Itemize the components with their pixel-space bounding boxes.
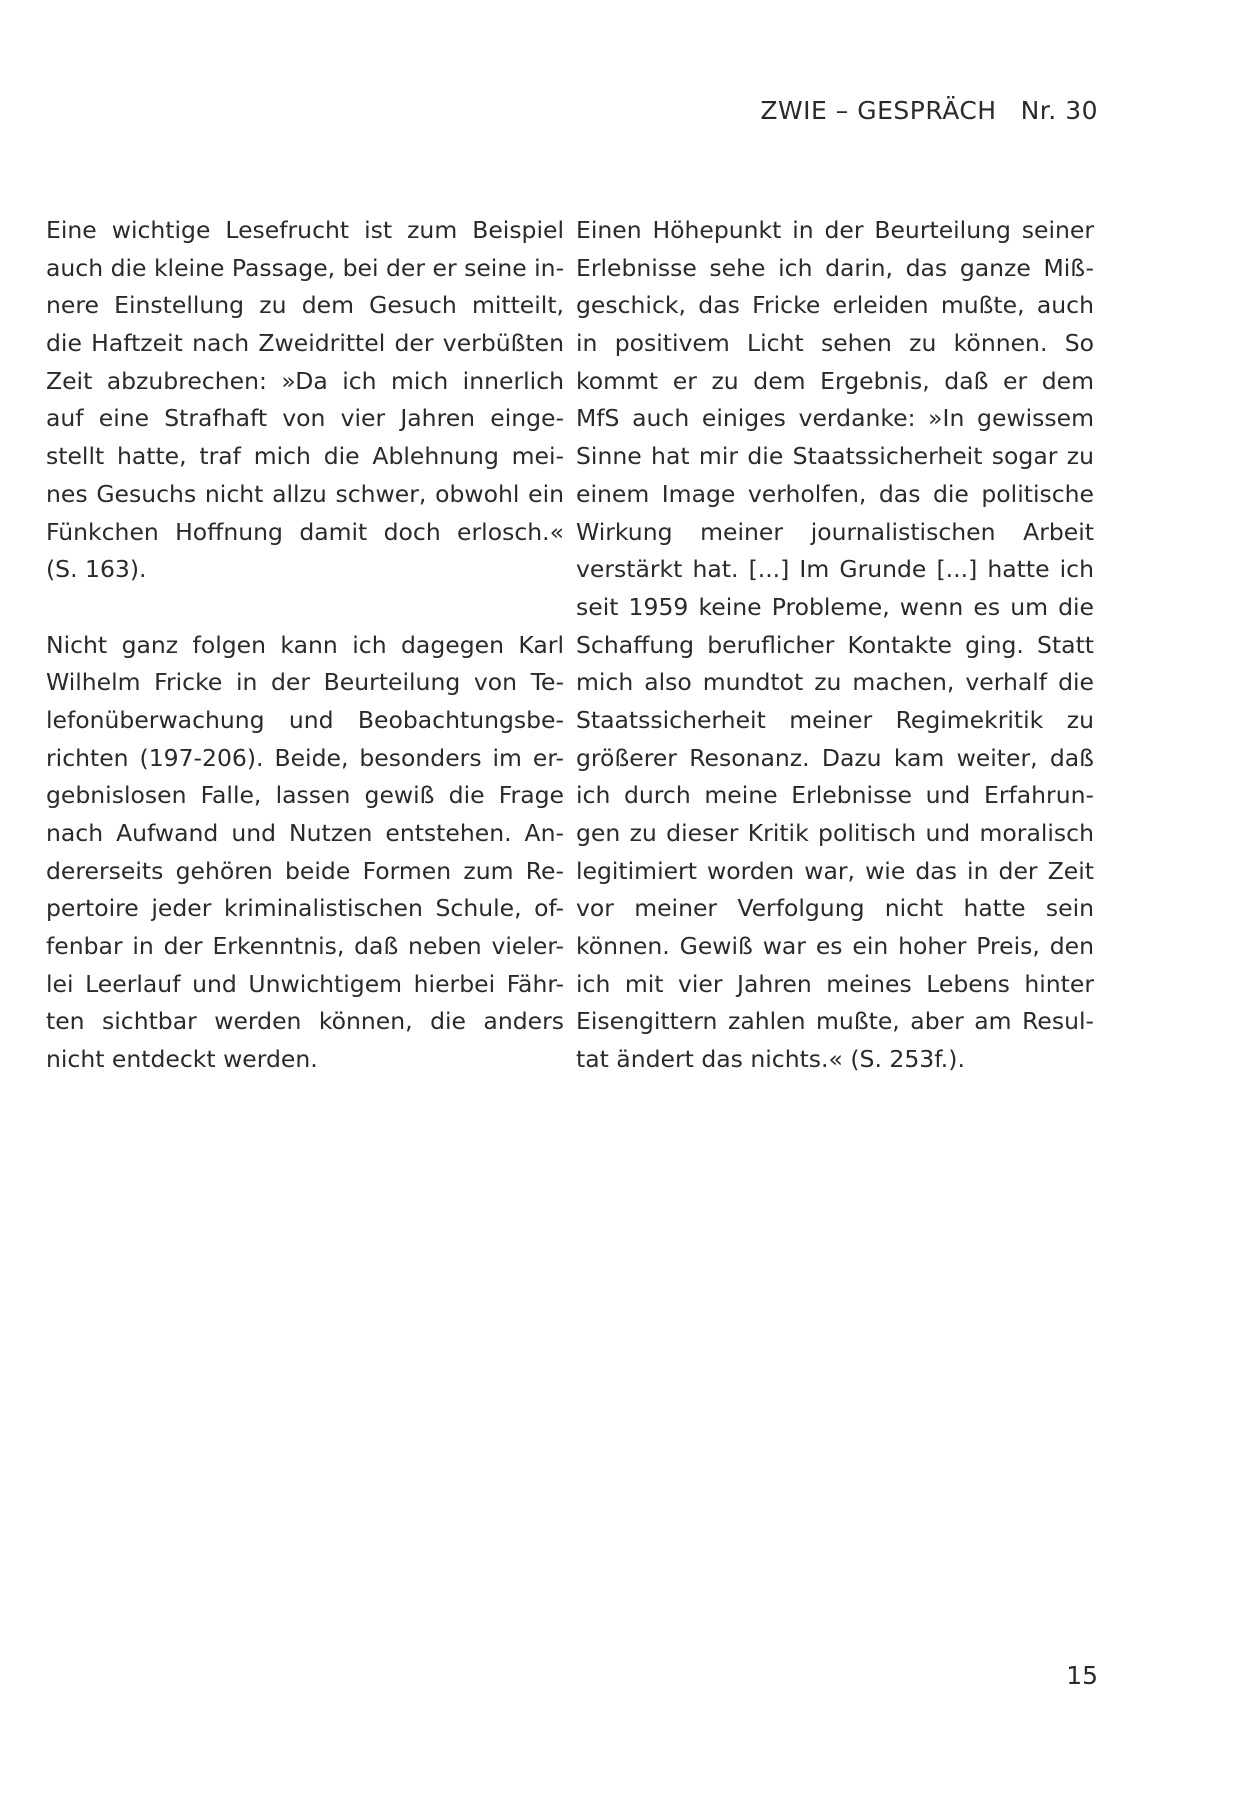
left-paragraph-2	[46, 627, 564, 1079]
text-line: Schaffung beruflicher Kontakte ging. Statt	[576, 630, 1094, 659]
text-line: Nicht ganz folgen kann ich dagegen Karl	[46, 630, 564, 659]
left-text-column	[46, 212, 564, 1079]
text-line: dererseits gehören beide Formen zum Re-	[46, 856, 564, 885]
paragraph-gap	[46, 589, 564, 627]
text-line: Wirkung meiner journalistischen Arbeit	[576, 517, 1094, 546]
text-line: die Haftzeit nach Zweidrittel der verbüßten	[46, 329, 564, 358]
text-line: auf eine Strafhaft von vier Jahren einge-	[46, 404, 564, 433]
text-line: kommt er zu dem Ergebnis, daß er dem	[576, 366, 1094, 395]
text-line: ich mit vier Jahren meines Lebens hinter	[576, 969, 1094, 998]
right-text-column	[576, 212, 1094, 1079]
text-line: Staatssicherheit meiner Regimekritik zu	[576, 705, 1094, 734]
text-line: (S. 163).	[46, 555, 147, 584]
text-line: nicht entdeckt werden.	[46, 1045, 318, 1074]
text-line: mich also mundtot zu machen, verhalf die	[576, 668, 1094, 697]
text-line: MfS auch einiges verdanke: »In gewissem	[576, 404, 1094, 433]
journal-section-title: ZWIE – GESPRÄCH	[760, 96, 997, 125]
text-line: Zeit abzubrechen: »Da ich mich innerlich	[46, 366, 564, 395]
text-line: legitimiert worden war, wie das in der Zeit	[576, 856, 1094, 885]
text-line: stellt hatte, traf mich die Ablehnung mei-	[46, 442, 564, 471]
text-line: größerer Resonanz. Dazu kam weiter, daß	[576, 743, 1094, 772]
text-line: nes Gesuchs nicht allzu schwer, obwohl ein	[46, 479, 564, 508]
text-line: Sinne hat mir die Staatssicherheit sogar zu	[576, 442, 1094, 471]
text-line: ich durch meine Erlebnisse und Erfahrun-	[576, 781, 1094, 810]
text-line: gebnislosen Falle, lassen gewiß die Frage	[46, 781, 564, 810]
text-line: fenbar in der Erkenntnis, daß neben vieler-	[46, 932, 564, 961]
text-line: nere Einstellung zu dem Gesuch mitteilt,	[46, 291, 564, 320]
text-line: pertoire jeder kriminalistischen Schule, of-	[46, 894, 564, 923]
text-line: geschick, das Fricke erleiden mußte, auch	[576, 291, 1094, 320]
text-line: seit 1959 keine Probleme, wenn es um die	[576, 592, 1094, 621]
text-line: Eisengittern zahlen mußte, aber am Resul-	[576, 1007, 1094, 1036]
text-line: Fünkchen Hoffnung damit doch erlosch.«	[46, 517, 564, 546]
text-line: Erlebnisse sehe ich darin, das ganze Miß-	[576, 253, 1094, 282]
right-paragraph-1	[576, 212, 1094, 1079]
page-number: 15	[1066, 1661, 1098, 1690]
text-line: vor meiner Verfolgung nicht hatte sein	[576, 894, 1094, 923]
text-line: einem Image verholfen, das die politische	[576, 479, 1094, 508]
text-line: können. Gewiß war es ein hoher Preis, den	[576, 932, 1094, 961]
text-line: gen zu dieser Kritik politisch und moralisch	[576, 819, 1094, 847]
issue-number: Nr. 30	[1020, 96, 1098, 125]
text-line: lei Leerlauf und Unwichtigem hierbei Fähr-	[46, 969, 564, 998]
text-line: nach Aufwand und Nutzen entstehen. An-	[46, 819, 564, 847]
text-line: richten (197-206). Beide, besonders im er-	[46, 743, 564, 772]
text-line: in positivem Licht sehen zu können. So	[576, 329, 1094, 358]
text-line: tat ändert das nichts.« (S. 253f.).	[576, 1045, 965, 1074]
text-line: Wilhelm Fricke in der Beurteilung von Te-	[46, 668, 564, 697]
running-header	[760, 96, 1098, 125]
text-line: Einen Höhepunkt in der Beurteilung seiner	[576, 216, 1094, 244]
left-paragraph-1	[46, 212, 564, 589]
text-line: verstärkt hat. [...] Im Grunde [...] hatte ich	[576, 555, 1094, 584]
text-line: lefonüberwachung und Beobachtungsbe-	[46, 705, 564, 734]
text-line: ten sichtbar werden können, die anders	[46, 1007, 564, 1036]
text-line: Eine wichtige Lesefrucht ist zum Beispiel	[46, 216, 564, 244]
text-line: auch die kleine Passage, bei der er seine in-	[46, 253, 565, 282]
